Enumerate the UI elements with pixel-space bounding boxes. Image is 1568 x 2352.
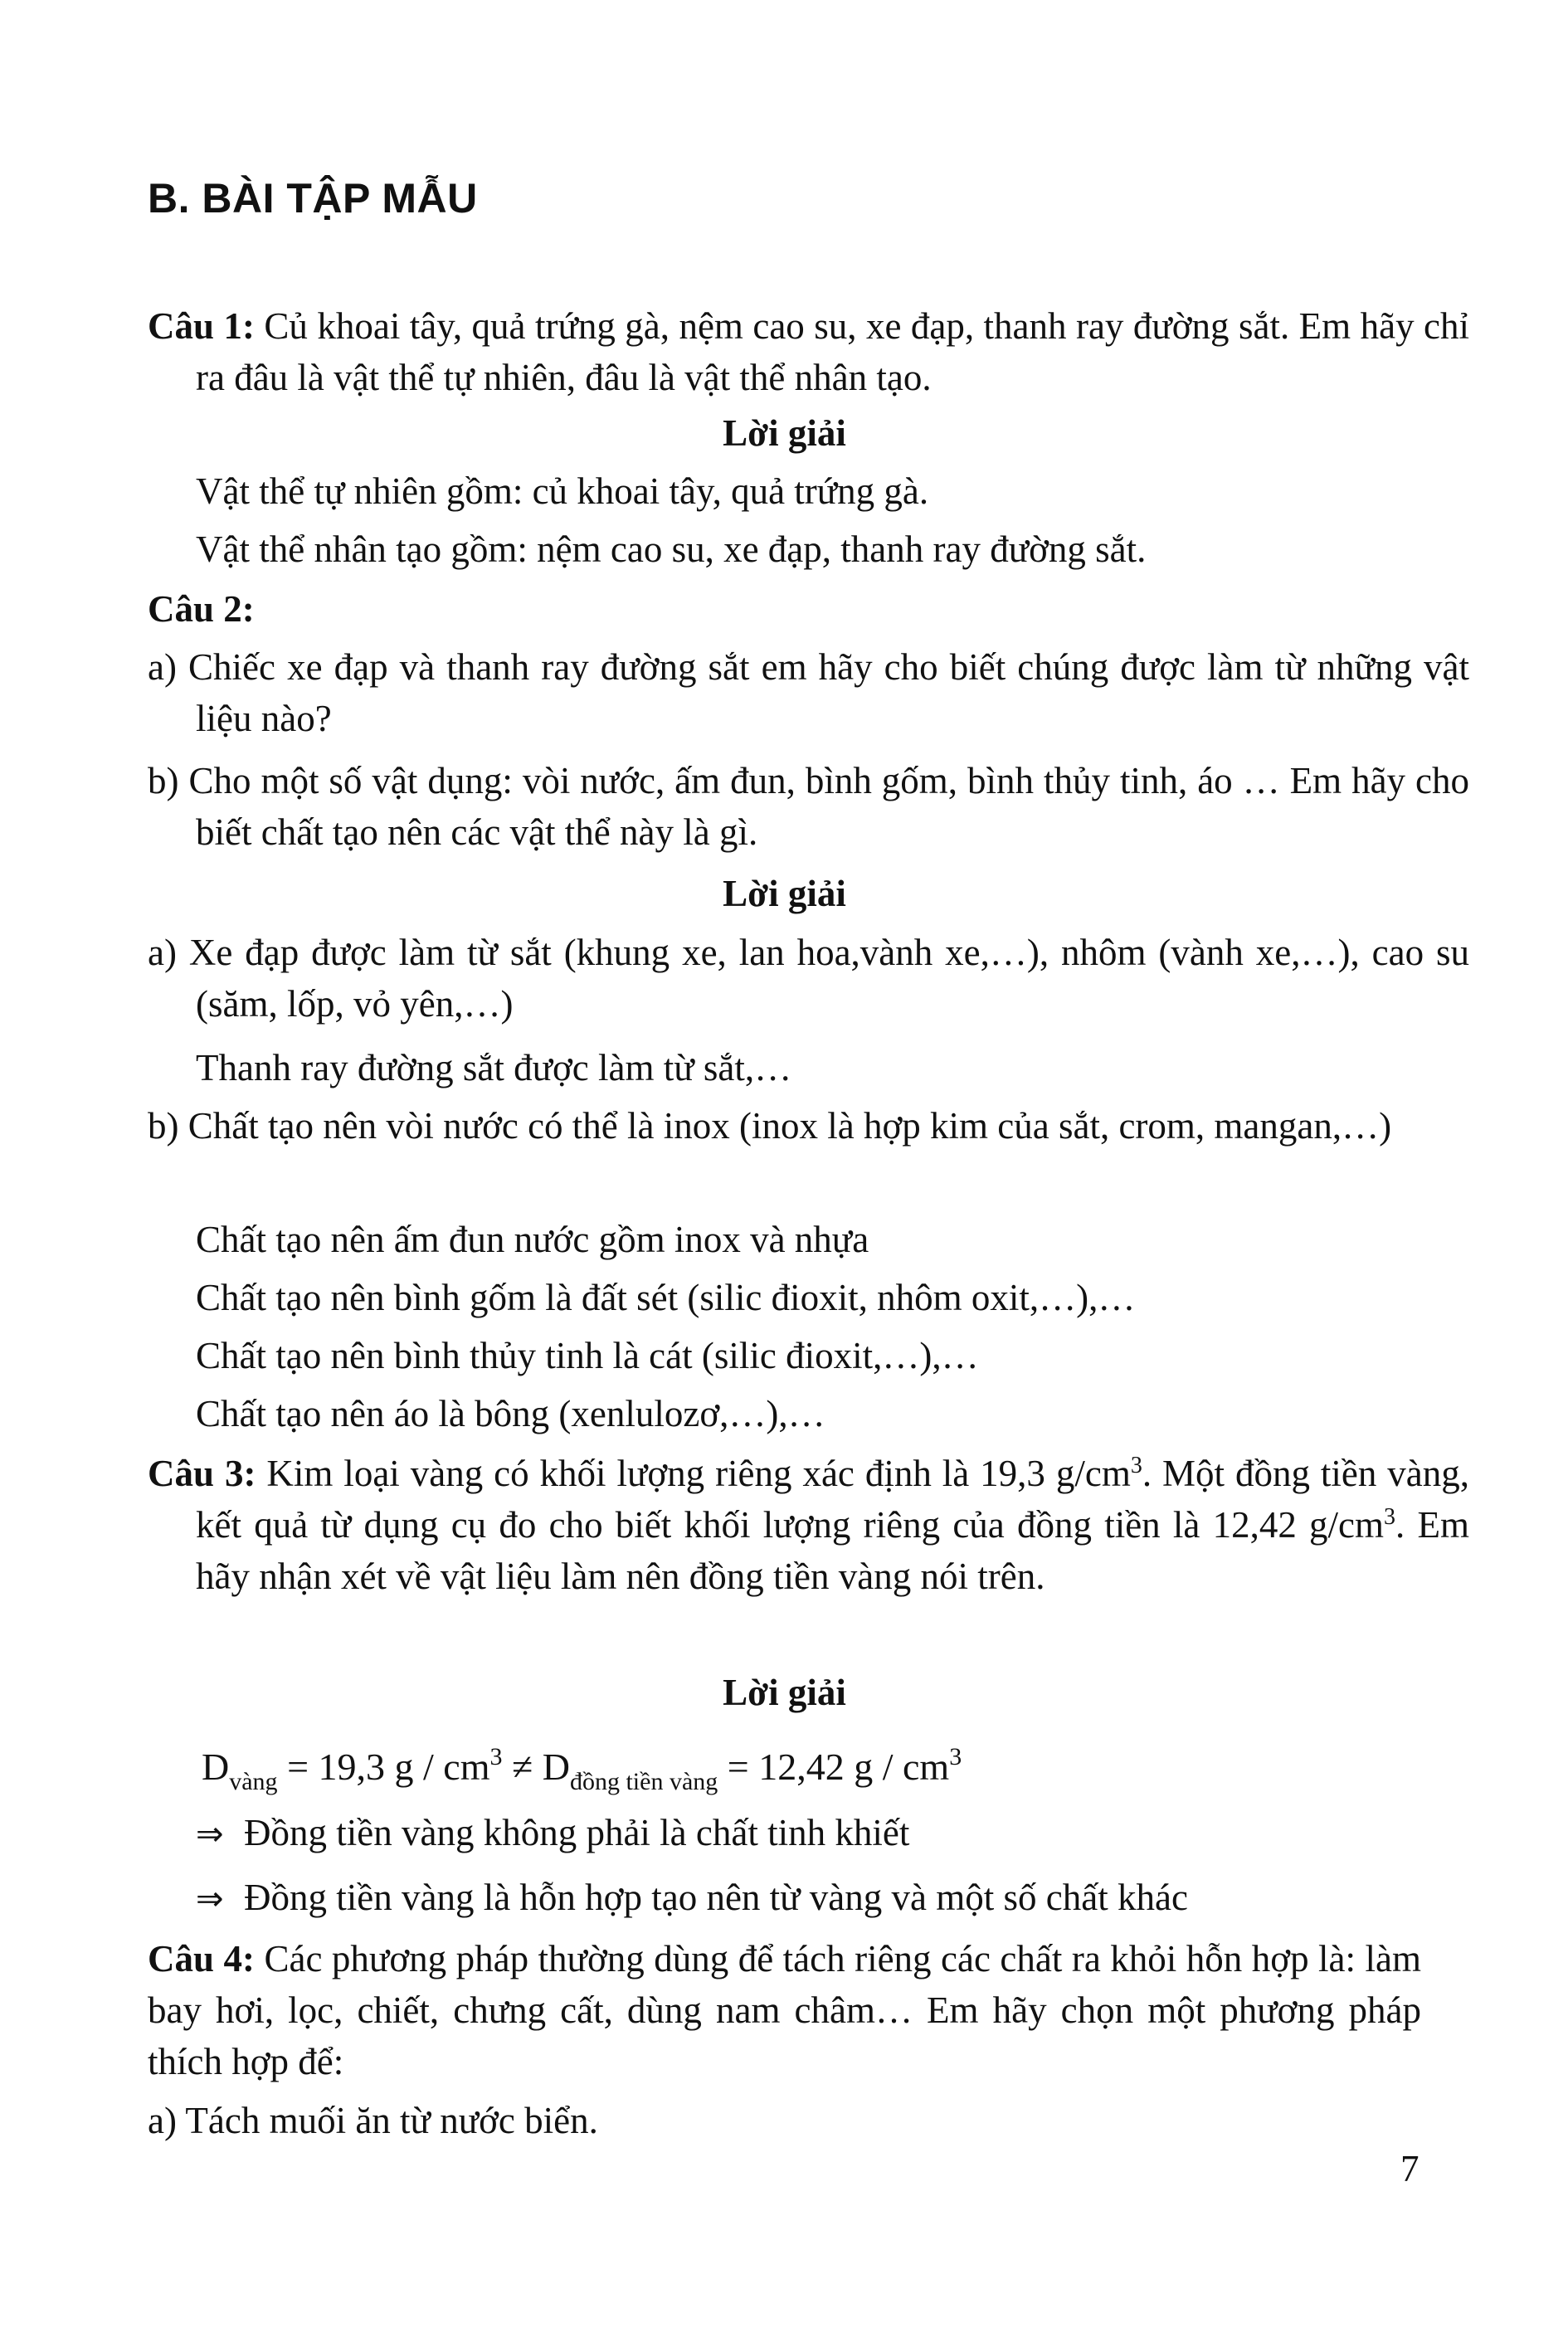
formula-sub2: đồng tiền vàng [569, 1768, 718, 1795]
implies-icon: ⇒ [196, 1880, 224, 1918]
question-2-solution-title: Lời giải [723, 873, 846, 914]
conclusion-1-text: Đồng tiền vàng không phải là chất tinh khiết [244, 1812, 910, 1853]
question-2-answer-b-pottery: Chất tạo nên bình gốm là đất sét (silic đioxit, nhôm oxit,…),… [196, 1277, 1136, 1318]
question-2-part-a: a) Chiếc xe đạp và thanh ray đường sắt em hãy cho biết chúng được làm từ những vật liệu nào? [148, 646, 1469, 739]
conclusion-2 [196, 1872, 1188, 1925]
section-heading: B. BÀI TẬP MẪU [148, 175, 478, 222]
question-3-sup-2: 3 [1384, 1504, 1396, 1530]
question-3-solution-title: Lời giải [723, 1672, 846, 1713]
question-4-label: Câu 4: [148, 1938, 255, 1979]
formula-val1: = 19,3 g / cm [277, 1746, 490, 1788]
formula-neq: ≠ D [502, 1746, 570, 1788]
question-2-label: Câu 2: [148, 588, 255, 630]
question-1-answer-1: Vật thể tự nhiên gồm: củ khoai tây, quả trứng gà. [196, 470, 929, 512]
question-3-label: Câu 3: [148, 1453, 256, 1494]
question-4 [148, 1933, 1421, 2087]
question-1-label: Câu 1: [148, 305, 255, 347]
formula-val2: = 12,42 g / cm [718, 1746, 950, 1788]
question-1 [148, 300, 1469, 403]
question-3-text-3: . Em hãy nhận xét về vật liệu làm nên đồng tiền vàng nói trên. [196, 1504, 1469, 1597]
question-3 [148, 1448, 1469, 1602]
question-2-answer-b-glass: Chất tạo nên bình thủy tinh là cát (silic đioxit,…),… [196, 1335, 979, 1376]
question-2-answer-b-kettle: Chất tạo nên ấm đun nước gồm inox và nhựa [196, 1219, 869, 1260]
question-3-sup-1: 3 [1130, 1453, 1142, 1478]
question-2-part-b: b) Cho một số vật dụng: vòi nước, ấm đun, bình gốm, bình thủy tinh, áo … Em hãy cho biết chất tạo nên các vật thể này là gì. [148, 760, 1469, 853]
question-1-solution-title: Lời giải [723, 412, 846, 454]
page-number: 7 [1400, 2148, 1419, 2189]
density-formula [202, 1731, 962, 1808]
conclusion-2-text: Đồng tiền vàng là hỗn hợp tạo nên từ vàng và một số chất khác [244, 1877, 1188, 1918]
formula-sup1: 3 [489, 1743, 503, 1770]
question-4-text: Các phương pháp thường dùng để tách riêng các chất ra khỏi hỗn hợp là: làm bay hơi, lọc, chiết, chưng cất, dùng nam châm… Em hãy chọn một phương pháp thích hợp để: [148, 1938, 1421, 2082]
question-2-answer-b: b) Chất tạo nên vòi nước có thể là inox (inox là hợp kim của sắt, crom, mangan,…) [148, 1105, 1392, 1147]
formula-sup2: 3 [949, 1743, 962, 1770]
formula-d1: D [202, 1746, 230, 1788]
question-2-answer-a: a) Xe đạp được làm từ sắt (khung xe, lan hoa,vành xe,…), nhôm (vành xe,…), cao su (săm, lốp, vỏ yên,…) [148, 932, 1469, 1025]
question-1-text: Củ khoai tây, quả trứng gà, nệm cao su, xe đạp, thanh ray đường sắt. Em hãy chỉ ra đâu là vật thể tự nhiên, đâu là vật thể nhân tạo. [196, 305, 1470, 398]
question-1-answer-2: Vật thể nhân tạo gồm: nệm cao su, xe đạp, thanh ray đường sắt. [196, 528, 1147, 570]
conclusion-1 [196, 1807, 909, 1860]
implies-icon: ⇒ [196, 1815, 224, 1853]
formula-sub1: vàng [229, 1768, 278, 1795]
question-2-answer-a-rail: Thanh ray đường sắt được làm từ sắt,… [196, 1047, 792, 1088]
question-2-answer-b-shirt: Chất tạo nên áo là bông (xenlulozơ,…),… [196, 1393, 825, 1434]
question-3-text-1: Kim loại vàng có khối lượng riêng xác định là 19,3 g/cm [256, 1453, 1131, 1494]
question-3-text-2: . Một đồng tiền vàng, kết quả từ dụng cụ đo cho biết khối lượng riêng của đồng tiền là 12,42 g/cm [196, 1453, 1470, 1546]
question-4-part-a: a) Tách muối ăn từ nước biển. [148, 2100, 598, 2141]
